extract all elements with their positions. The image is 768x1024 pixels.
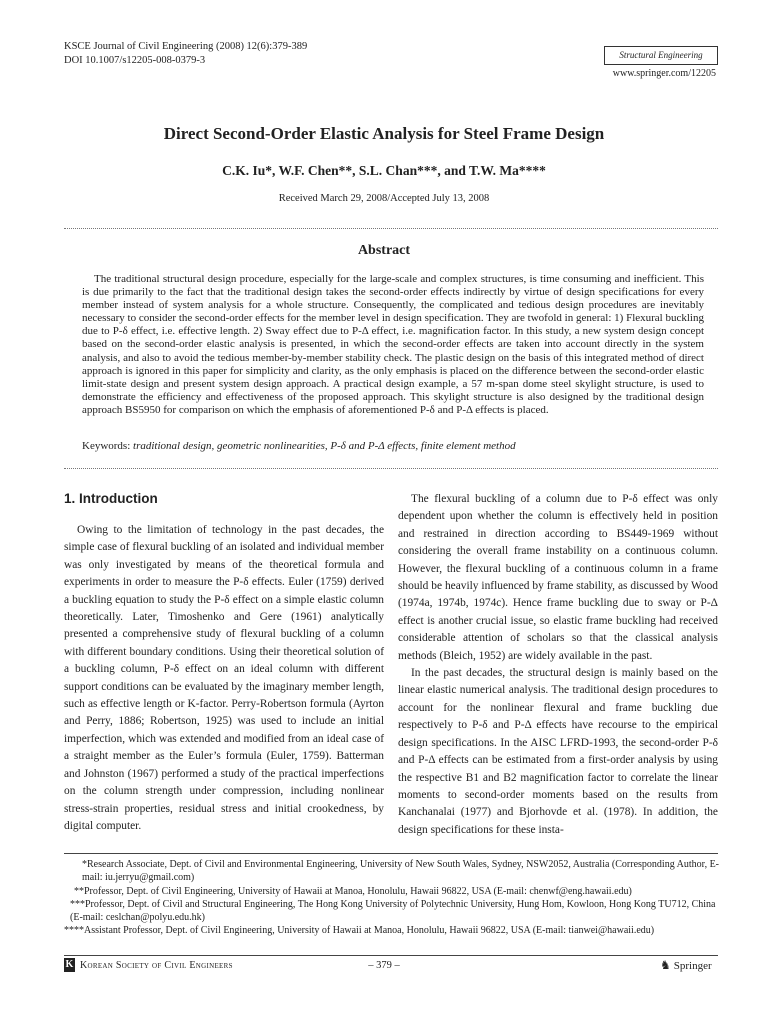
footnote-1: *Research Associate, Dept. of Civil and Environmental Engineering, University of New South Wales, Sydney, NSW2052, Australia (Corresponding Author, E-mail: iu.jerryu@gmail.com) [82, 859, 720, 883]
footnote-4: ****Assistant Professor, Dept. of Civil Engineering, University of Hawaii at Manoa, Honolulu, Hawaii 96822, USA (E-mail: tianwei@hawaii.edu) [64, 925, 655, 936]
left-paragraph: Owing to the limitation of technology in the past decades, the simple case of flexural buckling of an isolated and individual member was only investigated by means of the theoretical formula and experiments in order to measure the P-δ effects. Euler (1759) derived a buckling equation to study the P-δ effect on a simple elastic column theoretically. Later, Timoshenko and Gere (1961) analytically presented a comprehensive study of flexural buckling of a column with different boundary conditions. Using their theoretical solution of a buckling column, P-δ effect on an ideal column with different support conditions can be evaluated by the imaginary member length, such as effective length or K-factor. Perry-Robertson formula (Ayrton and Perry, 1886; Robertson, 1925) was used to include an initial imperfection, which was extended and modified from an ideal case of a straight member as the Euler’s formula (Euler, 1759). Batterman and Johnston (1967) performed a study of the practical imperfections on the column strength under compression, including nonlinear stress-strain properties, residual stress and initial crookedness, by digital computer. [64, 524, 384, 832]
ksce-logo-icon: K [65, 959, 74, 970]
abstract-heading: Abstract [357, 243, 411, 258]
society-name: Korean Society of Civil Engineers [80, 959, 233, 971]
doi[interactable]: DOI 10.1007/s12205-008-0379-3 [64, 55, 206, 66]
section-heading-introduction: 1. Introduction [64, 491, 158, 506]
left-column [64, 522, 384, 835]
footnotes [64, 858, 724, 937]
publisher-name: Springer [673, 959, 712, 972]
author-list: C.K. Iu*, W.F. Chen**, S.L. Chan***, and T.W. Ma**** [222, 163, 546, 178]
keywords-label: Keywords: [82, 440, 131, 452]
publisher-footer [660, 958, 712, 973]
footnote-divider [64, 853, 718, 854]
paper-title: Direct Second-Order Elastic Analysis for Steel Frame Design [163, 124, 605, 143]
springer-horse-icon: ♞ [660, 958, 671, 972]
keywords-line [82, 440, 704, 452]
footnote-3: ***Professor, Dept. of Civil and Structural Engineering, The Hong Kong University of Polytechnic University, Hung Hom, Kowloon, Hong Kong TU712, China (E-mail: ceslchan@polyu.edu.hk) [70, 899, 716, 923]
keywords-list: traditional design, geometric nonlinearities, P-δ and P-Δ effects, finite element method [133, 440, 516, 452]
right-paragraph-1: The flexural buckling of a column due to P-δ effect was only dependent upon whether the column is effectively held in position and restrained in direction according to BS449-1969 without considering the overall frame instability on a continuous column. However, the flexural buckling of a continuous column in a frame should be heavily influenced by frame stability, as discussed by Wood (1974a, 1974b, 1974c). Hence frame buckling due to sway or P-Δ effect is another crucial issue, so elastic frame buckling had received considerable attention of scholars so that the classical analysis methods (Bleich, 1952) are widely available in the past. [398, 493, 718, 662]
right-column [398, 491, 718, 839]
right-paragraph-2: In the past decades, the structural design is mainly based on the linear elastic numerical analysis. The traditional design procedures to account for the nonlinear flexural and frame buckling due respectively to P-δ and P-Δ effects have recourse to the empirical design specifications. In the AISC LFRD-1993, the second-order P-δ and P-Δ effects can be estimated from a first-order analysis by using the respective B1 and B2 magnification factor to correlate the linear moments to second-order moments based on the results from Kanchanalai (1977) and Bjorhovde et al. (1978). In addition, the design specifications for these insta- [398, 667, 718, 836]
journal-url[interactable]: www.springer.com/12205 [612, 68, 716, 79]
journal-header [64, 40, 307, 68]
received-dates: Received March 29, 2008/Accepted July 13, 2008 [278, 193, 490, 204]
abstract-body: The traditional structural design procedure, especially for the large-scale and complex structures, is time consuming and inefficient. This is due primarily to the fact that the traditional design takes the second-order effects indirectly by virtue of design specifications for every member instead of system analysis for a whole structure. Consequently, the complicated and tedious design procedures are inevitably necessary to consider the second-order effects for the member level in design specification. They are twofold in general: 1) Flexural buckling due to P-δ effect, i.e. effective length. 2) Sway effect due to P-Δ effect, i.e. magnification factor. In this study, a new system design concept based on the second-order elastic analysis is presented, in which the second-order effects are taken into account directly in the system analysis, and also to avoid the tedious member-by-member stability check. The plastic design on the basis of this integrated method of direct approach is ignored in this paper for simplicity and clarity, as the only emphasis is placed on the difference between the second-order elastic limit-state design and present system design approach. A practical design example, a 57 m-span dome steel skylight structure, is used to demonstrate the efficiency and effectiveness of the proposed approach. This skylight structure is also designed by the traditional design approach BS5950 for comparison on which the emphasis of aforementioned P-δ and P-Δ effects is placed. [82, 273, 704, 416]
divider-top [64, 228, 718, 229]
journal-citation: KSCE Journal of Civil Engineering (2008) 12(6):379-389 [64, 41, 308, 52]
page-number: – 379 – [368, 960, 400, 971]
footnote-2: **Professor, Dept. of Civil Engineering, University of Hawaii at Manoa, Honolulu, Hawaii 96822, USA (E-mail: chenwf@eng.hawaii.edu) [74, 886, 632, 897]
footer-divider [64, 955, 718, 956]
divider-bottom [64, 468, 718, 469]
section-label-box: Structural Engineering [604, 46, 718, 65]
